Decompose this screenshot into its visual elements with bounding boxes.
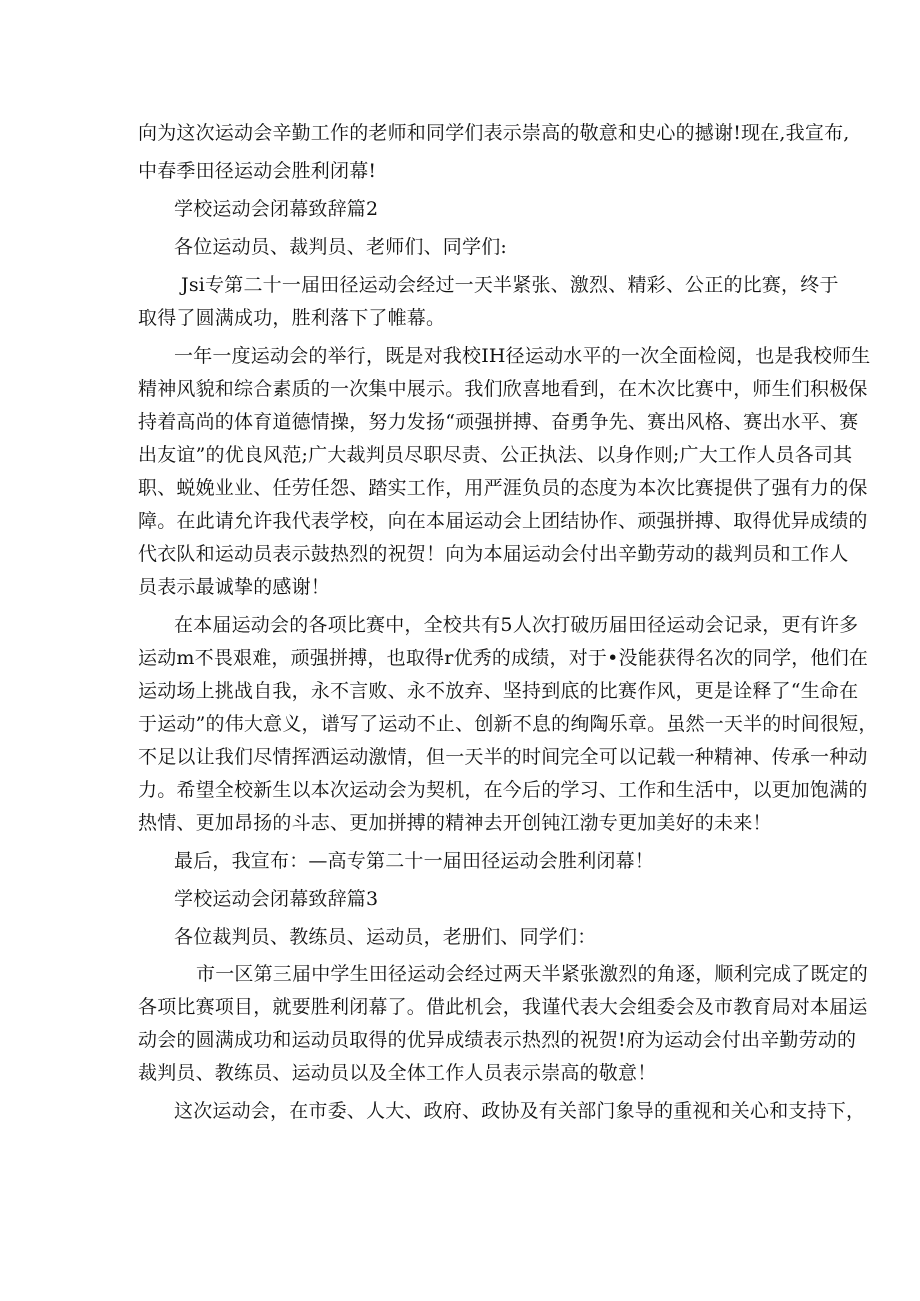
speech2-p3-line-4: 于运动”的伟大意义，谱写了运动不止、创新不息的绚陶乐章。虽然一天半的时间很短， bbox=[138, 713, 878, 735]
speech2-p3-line-1: 在本届运动会的各项比赛中，全校共有5人次打破历届田径运动会记录，更有许多 bbox=[174, 614, 859, 636]
speech2-p3-line-3: 运动场上挑战自我，永不言败、永不放弃、坚持到底的比赛作风，更是诠释了“生命在 bbox=[138, 680, 859, 702]
greeting-speech3: 各位裁判员、教练员、运动员，老册们、同学们： bbox=[174, 926, 597, 948]
intro-line-1: 向为这次运动会辛勤工作的老师和同学们表示崇高的敬意和史心的撼谢!现在,我宣布, bbox=[138, 122, 850, 144]
speech3-p2-line-1: 这次运动会，在市委、人大、政府、政协及有关部门象导的重视和关心和支持下， bbox=[174, 1100, 866, 1122]
speech2-p2-line-8: 员表示最诚挚的感谢！ bbox=[138, 576, 331, 598]
speech2-p2-line-1: 一年一度运动会的举行，既是对我校IH径运动水平的一次全面检阅，也是我校师生 bbox=[174, 345, 871, 367]
section-title-speech2: 学校运动会闭幕致辞篇2 bbox=[174, 198, 379, 220]
speech3-p1-line-1: 市一区第三届中学生田径运动会经过两天半紧张激烈的角逐，顺利完成了既定的 bbox=[196, 963, 869, 985]
speech3-p1-line-4: 裁判员、教练员、运动员以及全体工作人员表示崇高的敬意！ bbox=[138, 1062, 657, 1084]
speech2-p2-line-3: 持着高尚的体育道德情操，努力发扬“顽强拼搏、奋勇争先、赛出风格、赛出水平、赛 bbox=[138, 411, 859, 433]
speech2-p2-line-2: 精神风貌和综合素质的一次集中展示。我们欣喜地看到，在木次比赛中，师生们积极保 bbox=[138, 378, 868, 400]
speech2-p2-line-7: 代衣队和运动员表示鼓热烈的祝贺！向为本届运动会付出辛勤劳动的裁判员和工作人 bbox=[138, 543, 849, 565]
speech2-p3-line-6: 力。希望全校新生以本次运动会为契机，在今后的学习、工作和生活中，以更加饱满的 bbox=[138, 779, 868, 801]
speech2-p2-line-4: 出友谊”的优良风范;广大裁判员尽职尽责、公正执法、以身作则;广大工作人员各司其 bbox=[138, 444, 853, 466]
speech2-p3-line-2: 运动m不畏艰难，顽强拼搏，也取得r优秀的成绩，对于•没能获得名次的同学，他们在 bbox=[138, 647, 869, 669]
speech2-closing: 最后，我宣布：—高专第二十一届田径运动会胜利闭幕！ bbox=[174, 850, 655, 872]
speech3-p1-line-3: 动会的圆满成功和运动员取得的优异成绩表示热烈的祝贺!府为运动会付出辛勤劳动的 bbox=[138, 1029, 857, 1051]
intro-line-2: 中春季田径运动会胜利闭幕! bbox=[138, 160, 377, 182]
speech2-p2-line-5: 职、蜕娩业业、任劳任怨、踏实工作，用严涯负员的态度为本次比赛提供了强有力的保 bbox=[138, 477, 868, 499]
speech2-p2-line-6: 障。在此请允许我代表学校，向在本届运动会上团结协作、顽强拼搏、取得优异成绩的 bbox=[138, 510, 868, 532]
speech2-p1-line-1: Jsi专第二十一届田径运动会经过一天半紧张、激烈、精彩、公正的比赛，终于 bbox=[181, 274, 839, 296]
speech2-p3-line-7: 热情、更加昂扬的斗志、更加拼搏的精神去开创钝江渤专更加美好的未来！ bbox=[138, 812, 772, 834]
greeting-speech2: 各位运动员、裁判员、老师们、同学们: bbox=[174, 236, 508, 258]
speech3-p1-line-2: 各项比赛项目，就要胜利闭幕了。借此机会，我谨代表大会组委会及市教育局对本届运 bbox=[138, 996, 868, 1018]
speech2-p3-line-5: 不足以让我们尽情挥洒运动激情，但一天半的时间完全可以记载一种精神、传承一种动 bbox=[138, 746, 868, 768]
section-title-speech3: 学校运动会闭幕致辞篇3 bbox=[174, 888, 379, 910]
speech2-p1-line-2: 取得了圆满成功，胜利落下了帷幕。 bbox=[138, 307, 446, 329]
